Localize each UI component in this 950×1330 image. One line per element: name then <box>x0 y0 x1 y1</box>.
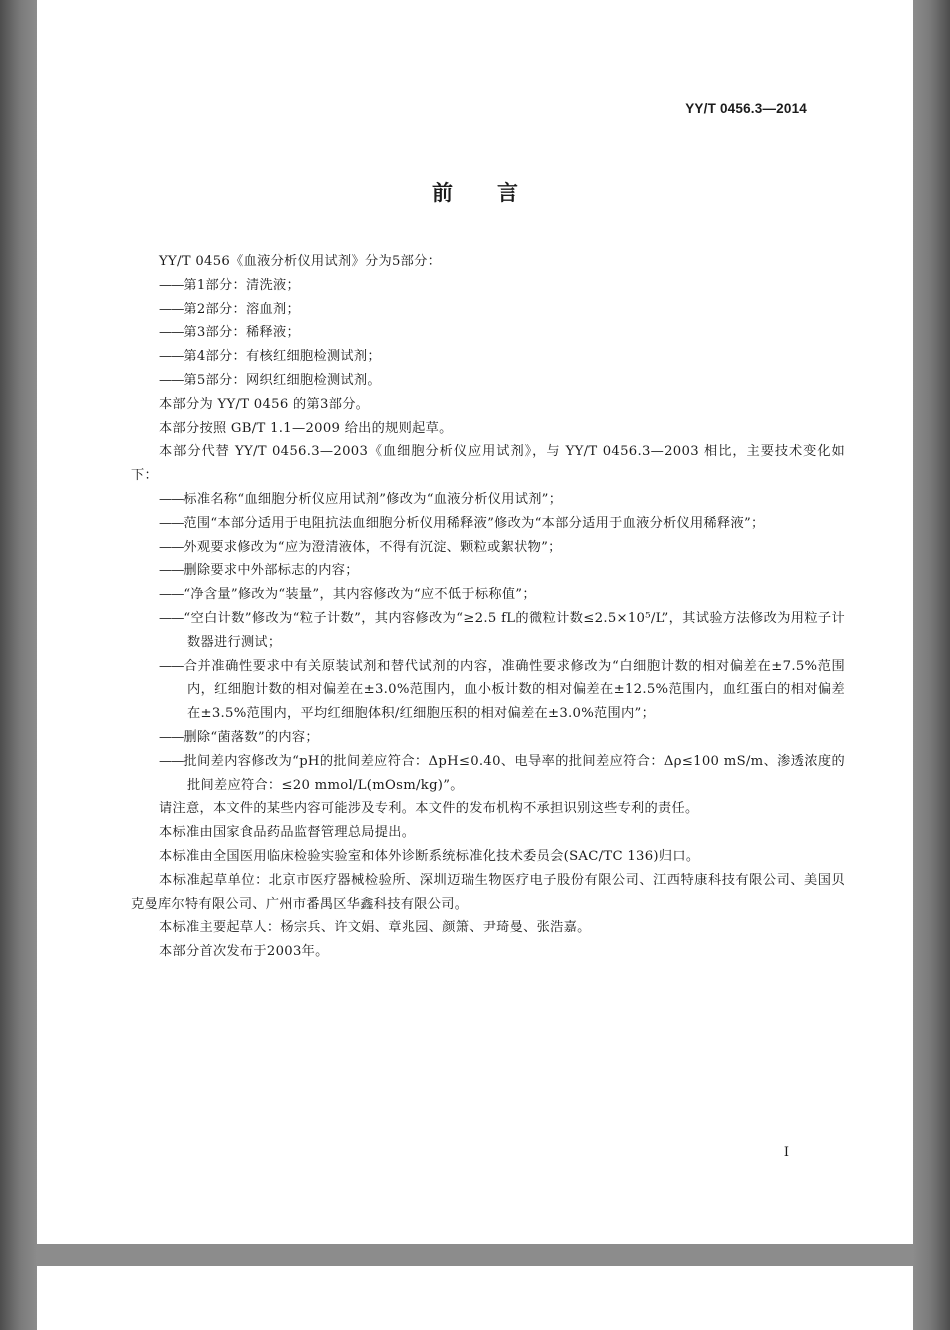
drafting-rules: 本部分按照 GB/T 1.1—2009 给出的规则起草。 <box>159 420 453 436</box>
page-number: I <box>783 1145 789 1160</box>
dash: —— <box>159 277 184 293</box>
change-item: ——“净含量”修改为“装量”，其内容修改为“应不低于标称值”； <box>159 587 536 603</box>
part-item: ——第1部分：清洗液； <box>159 277 300 293</box>
this-part-statement: 本部分为 YY/T 0456 的第3部分。 <box>159 396 370 412</box>
change-item: ——合并准确性要求中有关原装试剂和替代试剂的内容，准确性要求修改为“白细胞计数的相对偏差在±7.5%范围内，红细胞计数的相对偏差在±3.0%范围内，血小板计数的相对偏差在±12.5%范围内，血红蛋白的相对偏差在±3.5%范围内，平均红细胞体积/红细胞压积的相对偏差在±3.0%范围内”； <box>159 658 845 722</box>
parts-intro: YY/T 0456《血液分析仪用试剂》分为5部分： <box>159 254 442 269</box>
change-item: ——“空白计数”修改为“粒子计数”，其内容修改为“≥2.5 fL的微粒计数≤2.5×10⁵/L”，其试验方法修改为用粒子计数器进行测试； <box>159 610 845 650</box>
change-item: ——删除要求中外部标志的内容； <box>159 563 359 579</box>
proposer-statement: 本标准由国家食品药品监督管理总局提出。 <box>159 825 416 841</box>
change-item: ——范围“本部分适用于电阻抗法血细胞分析仪用稀释液”修改为“本部分适用于血液分析仪用稀释液”； <box>159 515 765 531</box>
change-item: ——外观要求修改为“应为澄清液体，不得有沉淀、颗粒或絮状物”； <box>159 539 562 555</box>
committee-statement: 本标准由全国医用临床检验实验室和体外诊断系统标准化技术委员会(SAC/TC 136)归口。 <box>159 848 700 864</box>
dash: —— <box>159 372 184 388</box>
document-body <box>131 250 845 964</box>
part-item: ——第5部分：网织红细胞检测试剂。 <box>159 372 381 388</box>
standard-code: YY/T 0456.3—2014 <box>685 101 807 116</box>
patent-notice: 请注意，本文件的某些内容可能涉及专利。本文件的发布机构不承担识别这些专利的责任。 <box>159 801 699 817</box>
drafters: 本标准主要起草人：杨宗兵、许文娟、章兆园、颜箫、尹琦曼、张浩嘉。 <box>159 920 591 936</box>
dash: —— <box>159 301 184 317</box>
part-item: ——第3部分：稀释液； <box>159 325 300 341</box>
part-item: ——第4部分：有核红细胞检测试剂； <box>159 349 381 365</box>
replacement-statement: 本部分代替 YY/T 0456.3—2003《血细胞分析仪应用试剂》，与 YY/T 0456.3—2003 相比，主要技术变化如下： <box>131 444 845 484</box>
page-title: 前言 <box>432 181 562 205</box>
change-item: ——标准名称“血细胞分析仪应用试剂”修改为“血液分析仪用试剂”； <box>159 491 563 507</box>
dash: —— <box>159 325 184 341</box>
change-item: ——批间差内容修改为“pH的批间差应符合：ΔpH≤0.40、电导率的批间差应符合：Δρ≤100 mS/m、渗透浓度的批间差应符合：≤20 mmol/L(mOsm/kg)”。 <box>159 753 845 793</box>
change-item: ——删除“菌落数”的内容； <box>159 729 319 745</box>
document-page <box>37 0 913 1244</box>
dash: —— <box>159 349 184 365</box>
drafting-units: 本标准起草单位：北京市医疗器械检验所、深圳迈瑞生物医疗电子股份有限公司、江西特康科技有限公司、美国贝克曼库尔特有限公司、广州市番禺区华鑫科技有限公司。 <box>131 872 845 912</box>
part-item: ——第2部分：溶血剂； <box>159 301 300 317</box>
next-page <box>37 1266 913 1330</box>
first-published: 本部分首次发布于2003年。 <box>159 944 329 960</box>
